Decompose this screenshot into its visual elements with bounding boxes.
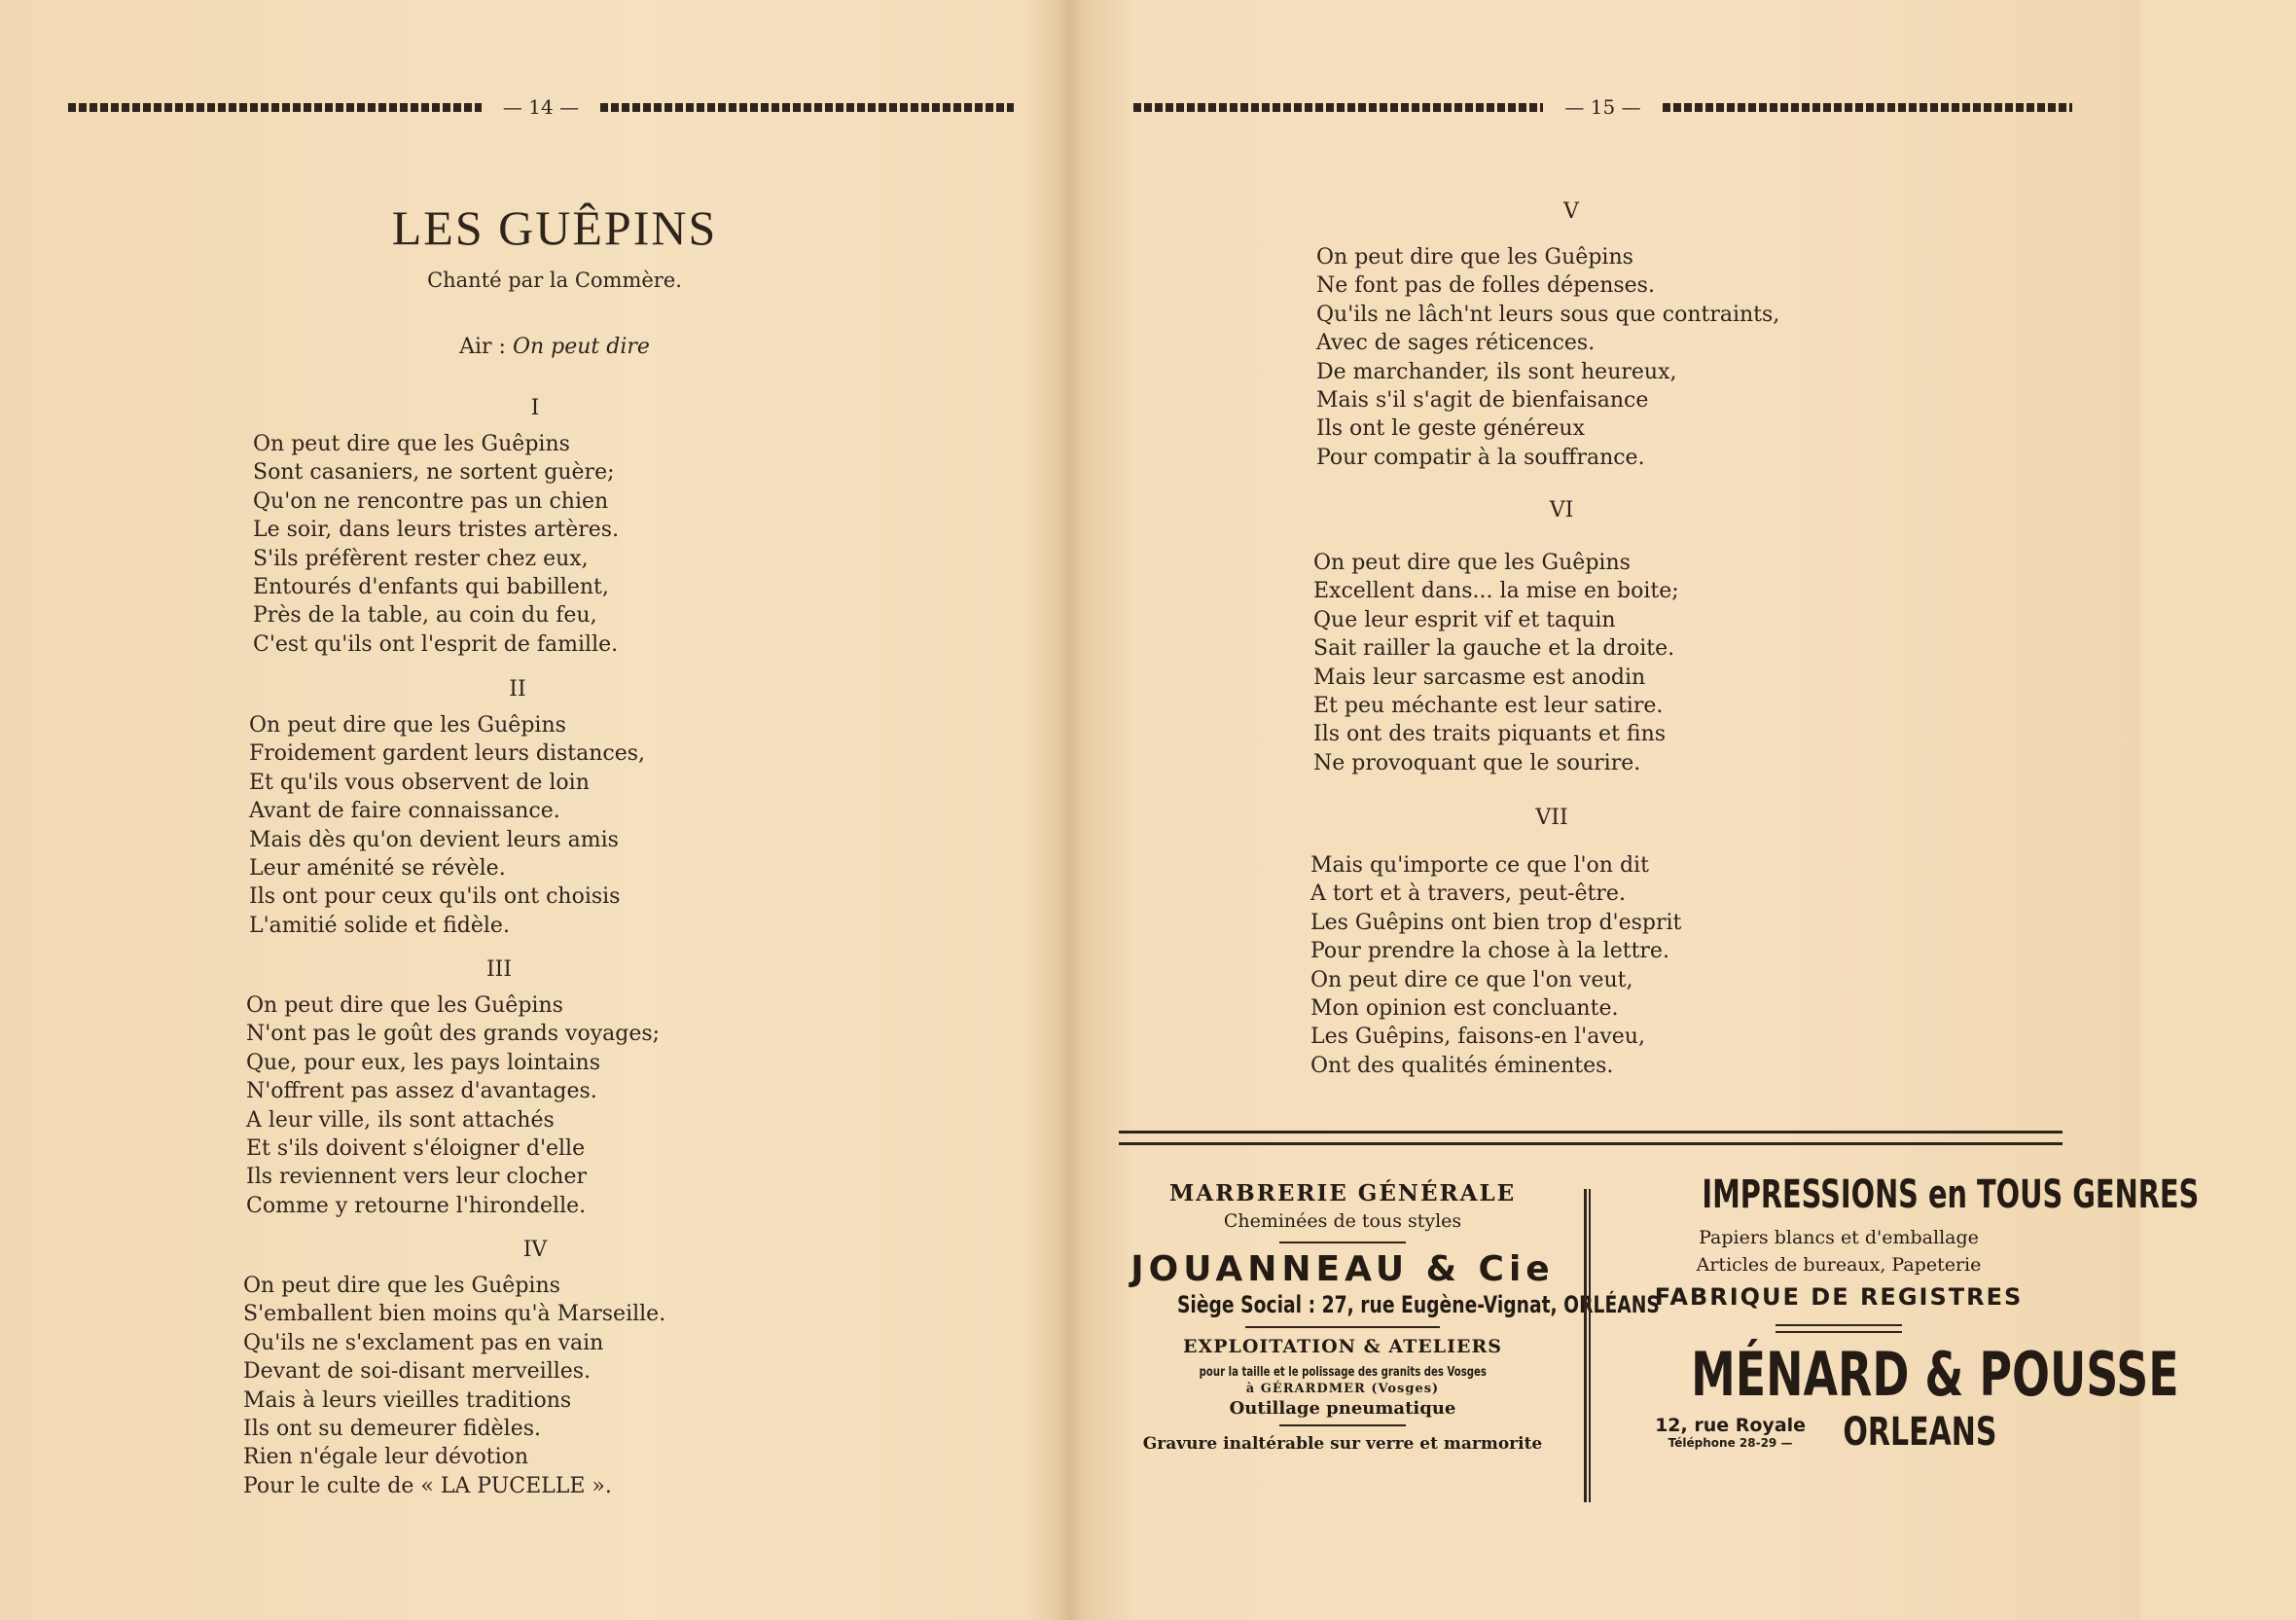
ad-address: Siège Social : 27, rue Eugène-Vignat, ORLÉANS: [1176, 1291, 1660, 1318]
verse-line: Qu'ils ne s'exclament pas en vain: [243, 1330, 604, 1355]
verse-line: S'ils préfèrent rester chez eux,: [253, 546, 589, 571]
stanza: [243, 1272, 665, 1500]
verse-line: L'amitié solide et fidèle.: [249, 913, 510, 938]
verse-line: Ils reviennent vers leur clocher: [246, 1165, 588, 1190]
stanza: [246, 991, 660, 1220]
verse-line: Et s'ils doivent s'éloigner d'elle: [246, 1135, 586, 1161]
ad-detail: Outillage pneumatique: [1229, 1398, 1456, 1419]
verse-line: N'ont pas le goût des grands voyages;: [246, 1022, 661, 1047]
ad-phone: Téléphone 28-29 —: [1668, 1436, 1793, 1450]
verse-line: Les Guêpins, faisons-en l'aveu,: [1310, 1025, 1645, 1050]
page-number: — 15 —: [1564, 95, 1641, 119]
verse-line: Entourés d'enfants qui babillent,: [253, 574, 609, 599]
page-number: — 14 —: [502, 95, 580, 119]
song-title: LES GUÊPINS: [391, 200, 718, 255]
stanza: [1313, 549, 1679, 777]
ad-detail: Papiers blancs et d'emballage: [1699, 1227, 1979, 1248]
stanza-number: VII: [1535, 806, 1568, 830]
ad-subheading: FABRIQUE DE REGISTRES: [1654, 1283, 2024, 1311]
song-subtitle: Chanté par la Commère.: [427, 269, 682, 292]
ad-subheading: EXPLOITATION & ATELIERS: [1182, 1336, 1502, 1357]
verse-line: Mais s'il s'agit de bienfaisance: [1316, 387, 1649, 413]
verse-line: Ils ont le geste généreux: [1316, 416, 1585, 442]
ad-company: JOUANNEAU & Cie: [1130, 1249, 1555, 1289]
page-header: [1133, 95, 2072, 119]
verse-line: Et qu'ils vous observent de loin: [249, 770, 590, 795]
air-title: On peut dire: [512, 335, 650, 359]
verse-line: On peut dire que les Guêpins: [249, 713, 566, 738]
verse-line: On peut dire que les Guêpins: [243, 1274, 560, 1298]
verse-line: Et peu méchante est leur satire.: [1313, 693, 1664, 718]
stanza: [253, 430, 619, 659]
stanza-number: VI: [1549, 498, 1574, 522]
air-line: [292, 335, 817, 359]
stanza-number: I: [530, 396, 540, 420]
header-dash-rule: [600, 103, 1014, 112]
verse-line: Ne font pas de folles dépenses.: [1316, 273, 1655, 299]
stanza-number: IV: [522, 1238, 548, 1262]
verse-line: Leur aménité se révèle.: [249, 855, 506, 881]
verse-line: Excellent dans... la mise en boite;: [1313, 579, 1679, 604]
verse-line: On peut dire que les Guêpins: [1316, 245, 1633, 270]
verse-line: De marchander, ils sont heureux,: [1316, 359, 1677, 384]
ad-footer: Gravure inaltérable sur verre et marmorite: [1142, 1434, 1543, 1454]
verse-line: A leur ville, ils sont attachés: [246, 1107, 555, 1133]
verse-line: Devant de soi-disant merveilles.: [243, 1359, 592, 1385]
verse-line: Ils ont pour ceux qu'ils ont choisis: [249, 884, 621, 910]
verse-line: Les Guêpins ont bien trop d'esprit: [1310, 910, 1682, 935]
verse-line: Mais qu'importe ce que l'on dit: [1310, 853, 1649, 878]
verse-line: Que leur esprit vif et taquin: [1313, 607, 1616, 632]
verse-line: Mon opinion est concluante.: [1310, 995, 1619, 1021]
ad-rule: [1279, 1242, 1406, 1243]
stanza-number: III: [485, 957, 513, 982]
verse-line: Le soir, dans leurs tristes artères.: [253, 518, 620, 543]
verse-line: Pour compatir à la souffrance.: [1316, 445, 1645, 470]
advertisement-separator: [1584, 1189, 1591, 1502]
verse-line: S'emballent bien moins qu'à Marseille.: [243, 1302, 666, 1327]
verse-line: On peut dire ce que l'on veut,: [1310, 967, 1633, 992]
verse-line: Comme y retourne l'hirondelle.: [246, 1193, 587, 1218]
verse-line: Froidement gardent leurs distances,: [249, 741, 646, 767]
stanza-number: V: [1563, 199, 1579, 224]
ad-company: MÉNARD & POUSSE: [1691, 1339, 2179, 1410]
ad-tagline: Cheminées de tous styles: [1223, 1210, 1462, 1232]
verse-line: Près de la table, au coin du feu,: [253, 603, 597, 629]
stanza: [1316, 243, 1779, 472]
verse-line: Pour prendre la chose à la lettre.: [1310, 939, 1669, 964]
ad-heading: MARBRERIE GÉNÉRALE: [1168, 1180, 1517, 1206]
verse-line: Ils ont des traits piquants et fins: [1313, 722, 1667, 747]
verse-line: Pour le culte de « LA PUCELLE ».: [243, 1473, 612, 1498]
header-dash-rule: [1663, 103, 2072, 112]
verse-line: A tort et à travers, peut-être.: [1310, 882, 1626, 907]
advertisement-marbrerie: [1109, 1172, 1660, 1454]
ad-rule: [1279, 1424, 1406, 1426]
air-label: Air :: [459, 335, 513, 359]
ad-rule: [1245, 1326, 1440, 1328]
verse-line: Mais dès qu'on devient leurs amis: [249, 827, 619, 852]
verse-line: Sont casaniers, ne sortent guère;: [253, 460, 615, 486]
verse-line: Mais à leurs vieilles traditions: [243, 1387, 572, 1413]
verse-line: N'offrent pas assez d'avantages.: [246, 1079, 597, 1104]
ad-city: ORLEANS: [1843, 1410, 1997, 1455]
verse-line: Qu'on ne rencontre pas un chien: [253, 488, 609, 514]
advertisement-divider: [1119, 1131, 2063, 1145]
stanza: [249, 711, 645, 940]
stanza: [1310, 851, 1681, 1080]
verse-line: On peut dire que les Guêpins: [246, 993, 563, 1018]
verse-line: On peut dire que les Guêpins: [253, 432, 570, 456]
stanza-number: II: [509, 677, 526, 702]
verse-line: Avant de faire connaissance.: [249, 799, 560, 824]
ad-location: à GÉRARDMER (Vosges): [1245, 1382, 1440, 1396]
verse-line: Mais leur sarcasme est anodin: [1313, 665, 1646, 690]
verse-line: Ne provoquant que le sourire.: [1313, 750, 1641, 775]
header-dash-rule: [68, 103, 482, 112]
left-page: [0, 0, 1056, 1620]
ad-address: 12, rue Royale: [1655, 1415, 1807, 1436]
verse-line: Que, pour eux, les pays lointains: [246, 1050, 600, 1075]
verse-line: Sait railler la gauche et la droite.: [1313, 636, 1675, 662]
header-dash-rule: [1133, 103, 1543, 112]
ad-detail: pour la taille et le polissage des granits des Vosges: [1199, 1365, 1487, 1380]
verse-line: Ont des qualités éminentes.: [1310, 1053, 1614, 1078]
verse-line: Ils ont su demeurer fidèles.: [243, 1416, 542, 1441]
verse-line: Qu'ils ne lâch'nt leurs sous que contraints,: [1316, 302, 1780, 327]
page-header: [68, 95, 1014, 119]
advertisement-impressions: [1605, 1172, 2200, 1455]
verse-line: Rien n'égale leur dévotion: [243, 1445, 529, 1470]
ad-detail: Articles de bureaux, Papeterie: [1696, 1254, 1982, 1276]
verse-line: On peut dire que les Guêpins: [1313, 551, 1631, 575]
verse-line: C'est qu'ils ont l'esprit de famille.: [253, 631, 619, 657]
verse-line: Avec de sages réticences.: [1316, 331, 1596, 356]
ad-headline: IMPRESSIONS en TOUS GENRES: [1702, 1172, 2200, 1217]
ad-rule: [1776, 1324, 1902, 1333]
